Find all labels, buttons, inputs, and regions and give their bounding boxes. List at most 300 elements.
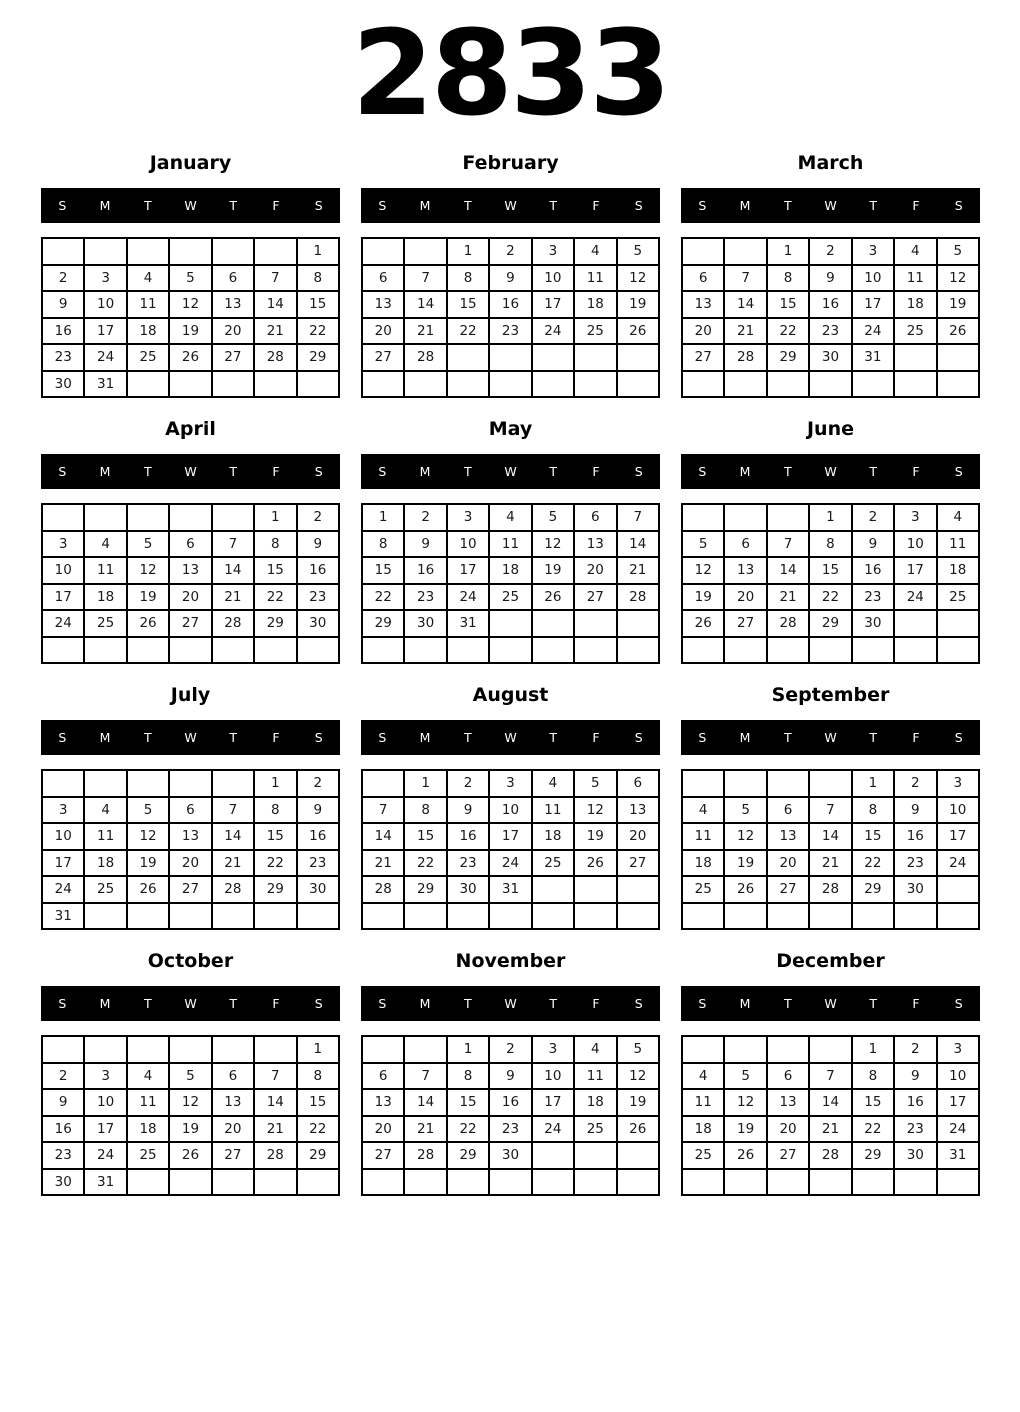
day-cell: 23 <box>809 318 851 345</box>
empty-day-cell <box>937 344 979 371</box>
week-row <box>682 318 979 345</box>
weekday-label: W <box>504 198 517 213</box>
month-block <box>361 950 660 1196</box>
empty-day-cell <box>489 610 531 637</box>
day-cell: 3 <box>532 1036 574 1063</box>
day-cell: 5 <box>617 238 659 265</box>
empty-day-cell <box>489 344 531 371</box>
empty-day-cell <box>127 371 169 398</box>
empty-day-cell <box>894 637 936 664</box>
weekday-label: T <box>463 198 472 213</box>
day-cell: 22 <box>254 584 296 611</box>
empty-day-cell <box>169 504 211 531</box>
empty-day-cell <box>937 903 979 930</box>
day-cell: 24 <box>852 318 894 345</box>
week-row <box>42 318 339 345</box>
week-row <box>682 557 979 584</box>
empty-day-cell <box>84 770 126 797</box>
empty-day-cell <box>617 1142 659 1169</box>
week-row <box>682 876 979 903</box>
month-days-table <box>41 769 340 930</box>
day-cell: 1 <box>297 1036 339 1063</box>
day-cell: 26 <box>532 584 574 611</box>
day-cell: 26 <box>127 876 169 903</box>
day-cell: 24 <box>489 850 531 877</box>
day-cell: 10 <box>489 797 531 824</box>
empty-day-cell <box>169 238 211 265</box>
weekday-label: S <box>698 996 707 1011</box>
empty-day-cell <box>489 371 531 398</box>
month-days-table <box>41 237 340 398</box>
day-cell: 19 <box>127 584 169 611</box>
day-cell: 24 <box>532 1116 574 1143</box>
empty-day-cell <box>767 504 809 531</box>
weekday-label: M <box>99 464 111 479</box>
day-cell: 25 <box>574 1116 616 1143</box>
day-cell: 1 <box>809 504 851 531</box>
day-cell: 8 <box>809 531 851 558</box>
day-cell: 30 <box>447 876 489 903</box>
empty-day-cell <box>254 1036 296 1063</box>
month-title: June <box>806 418 854 440</box>
day-cell: 14 <box>362 823 404 850</box>
day-cell: 4 <box>894 238 936 265</box>
empty-day-cell <box>617 344 659 371</box>
day-cell: 22 <box>254 850 296 877</box>
day-cell: 28 <box>617 584 659 611</box>
day-cell: 29 <box>852 1142 894 1169</box>
day-cell: 16 <box>42 1116 84 1143</box>
day-cell: 15 <box>254 557 296 584</box>
day-cell: 1 <box>447 238 489 265</box>
week-row <box>682 1089 979 1116</box>
month-block <box>681 152 980 398</box>
weekday-label: T <box>229 730 238 745</box>
month-title: May <box>488 418 533 440</box>
weekday-header-row <box>41 720 340 755</box>
day-cell: 7 <box>212 531 254 558</box>
day-cell: 25 <box>532 850 574 877</box>
day-cell: 27 <box>724 610 766 637</box>
day-cell: 17 <box>447 557 489 584</box>
day-cell: 20 <box>169 850 211 877</box>
day-cell: 24 <box>937 850 979 877</box>
day-cell: 5 <box>532 504 574 531</box>
day-cell: 2 <box>297 504 339 531</box>
week-row <box>42 344 339 371</box>
day-cell: 24 <box>937 1116 979 1143</box>
day-cell: 15 <box>447 1089 489 1116</box>
day-cell: 18 <box>682 1116 724 1143</box>
day-cell: 6 <box>212 265 254 292</box>
empty-day-cell <box>724 371 766 398</box>
day-cell: 8 <box>254 531 296 558</box>
weekday-label: T <box>143 464 152 479</box>
empty-day-cell <box>84 637 126 664</box>
day-cell: 4 <box>682 1063 724 1090</box>
day-cell: 6 <box>362 265 404 292</box>
day-cell: 22 <box>767 318 809 345</box>
month-days-table <box>361 769 660 930</box>
empty-day-cell <box>532 637 574 664</box>
day-cell: 14 <box>809 1089 851 1116</box>
day-cell: 24 <box>532 318 574 345</box>
day-cell: 3 <box>937 770 979 797</box>
weekday-label: W <box>824 464 837 479</box>
day-cell: 15 <box>297 1089 339 1116</box>
day-cell: 14 <box>809 823 851 850</box>
day-cell: 27 <box>767 1142 809 1169</box>
day-cell: 12 <box>724 823 766 850</box>
day-cell: 6 <box>617 770 659 797</box>
empty-day-cell <box>682 1036 724 1063</box>
day-cell: 27 <box>767 876 809 903</box>
day-cell: 26 <box>574 850 616 877</box>
week-row <box>682 371 979 398</box>
day-cell: 5 <box>574 770 616 797</box>
day-cell: 24 <box>84 344 126 371</box>
day-cell: 25 <box>682 1142 724 1169</box>
day-cell: 9 <box>894 1063 936 1090</box>
day-cell: 30 <box>42 1169 84 1196</box>
day-cell: 18 <box>574 291 616 318</box>
weekday-label: W <box>184 996 197 1011</box>
day-cell: 13 <box>169 823 211 850</box>
day-cell: 17 <box>852 291 894 318</box>
day-cell: 22 <box>447 1116 489 1143</box>
week-row <box>42 238 339 265</box>
day-cell: 11 <box>532 797 574 824</box>
empty-day-cell <box>362 770 404 797</box>
empty-day-cell <box>682 903 724 930</box>
day-cell: 11 <box>84 557 126 584</box>
month-block <box>361 418 660 664</box>
day-cell: 18 <box>84 850 126 877</box>
weekday-label: S <box>378 198 387 213</box>
weekday-label: T <box>463 996 472 1011</box>
day-cell: 2 <box>42 265 84 292</box>
empty-day-cell <box>532 903 574 930</box>
day-cell: 23 <box>894 1116 936 1143</box>
empty-day-cell <box>574 1169 616 1196</box>
day-cell: 21 <box>404 318 446 345</box>
day-cell: 13 <box>169 557 211 584</box>
empty-day-cell <box>489 1169 531 1196</box>
month-title: December <box>776 950 885 972</box>
empty-day-cell <box>212 770 254 797</box>
weekday-label: M <box>419 996 431 1011</box>
week-row <box>362 1142 659 1169</box>
day-cell: 7 <box>212 797 254 824</box>
day-cell: 27 <box>212 1142 254 1169</box>
day-cell: 4 <box>937 504 979 531</box>
day-cell: 13 <box>682 291 724 318</box>
day-cell: 31 <box>852 344 894 371</box>
week-row <box>362 557 659 584</box>
empty-day-cell <box>42 770 84 797</box>
day-cell: 1 <box>852 1036 894 1063</box>
day-cell: 22 <box>852 850 894 877</box>
day-cell: 7 <box>809 1063 851 1090</box>
day-cell: 11 <box>894 265 936 292</box>
empty-day-cell <box>127 1169 169 1196</box>
weekday-label: M <box>739 464 751 479</box>
day-cell: 8 <box>447 1063 489 1090</box>
month-days-table <box>681 503 980 664</box>
day-cell: 9 <box>489 1063 531 1090</box>
weekday-header-row <box>41 986 340 1021</box>
empty-day-cell <box>574 1142 616 1169</box>
weekday-label: M <box>419 198 431 213</box>
empty-day-cell <box>724 637 766 664</box>
empty-day-cell <box>574 903 616 930</box>
empty-day-cell <box>297 1169 339 1196</box>
week-row <box>362 797 659 824</box>
day-cell: 9 <box>489 265 531 292</box>
weekday-header-row <box>41 454 340 489</box>
day-cell: 26 <box>127 610 169 637</box>
day-cell: 16 <box>852 557 894 584</box>
day-cell: 8 <box>852 1063 894 1090</box>
empty-day-cell <box>532 876 574 903</box>
day-cell: 7 <box>362 797 404 824</box>
empty-day-cell <box>362 238 404 265</box>
day-cell: 20 <box>767 850 809 877</box>
weekday-label: W <box>184 464 197 479</box>
week-row <box>682 903 979 930</box>
day-cell: 23 <box>42 344 84 371</box>
day-cell: 11 <box>84 823 126 850</box>
day-cell: 27 <box>212 344 254 371</box>
day-cell: 8 <box>362 531 404 558</box>
empty-day-cell <box>127 1036 169 1063</box>
day-cell: 1 <box>362 504 404 531</box>
day-cell: 28 <box>404 344 446 371</box>
day-cell: 5 <box>169 265 211 292</box>
day-cell: 13 <box>724 557 766 584</box>
day-cell: 29 <box>767 344 809 371</box>
day-cell: 31 <box>84 1169 126 1196</box>
day-cell: 6 <box>767 797 809 824</box>
week-row <box>682 265 979 292</box>
empty-day-cell <box>404 637 446 664</box>
weekday-header-row <box>681 720 980 755</box>
day-cell: 30 <box>42 371 84 398</box>
day-cell: 14 <box>254 291 296 318</box>
weekday-label: S <box>378 464 387 479</box>
day-cell: 17 <box>42 850 84 877</box>
empty-day-cell <box>127 770 169 797</box>
empty-day-cell <box>489 903 531 930</box>
day-cell: 29 <box>809 610 851 637</box>
day-cell: 11 <box>127 1089 169 1116</box>
empty-day-cell <box>532 371 574 398</box>
empty-day-cell <box>297 637 339 664</box>
day-cell: 26 <box>682 610 724 637</box>
week-row <box>682 797 979 824</box>
month-days-table <box>681 769 980 930</box>
empty-day-cell <box>362 903 404 930</box>
day-cell: 24 <box>447 584 489 611</box>
day-cell: 7 <box>767 531 809 558</box>
day-cell: 25 <box>574 318 616 345</box>
week-row <box>362 1089 659 1116</box>
day-cell: 16 <box>894 1089 936 1116</box>
month-title: November <box>455 950 566 972</box>
day-cell: 12 <box>682 557 724 584</box>
day-cell: 4 <box>84 797 126 824</box>
day-cell: 23 <box>489 1116 531 1143</box>
empty-day-cell <box>767 770 809 797</box>
weekday-label: S <box>954 730 963 745</box>
day-cell: 18 <box>489 557 531 584</box>
day-cell: 3 <box>84 1063 126 1090</box>
day-cell: 17 <box>894 557 936 584</box>
empty-day-cell <box>809 371 851 398</box>
day-cell: 15 <box>852 823 894 850</box>
day-cell: 19 <box>682 584 724 611</box>
month-days-table <box>41 503 340 664</box>
weekday-label: T <box>783 198 792 213</box>
empty-day-cell <box>84 504 126 531</box>
month-days-table <box>361 503 660 664</box>
day-cell: 17 <box>489 823 531 850</box>
day-cell: 30 <box>894 1142 936 1169</box>
empty-day-cell <box>42 504 84 531</box>
empty-day-cell <box>724 1036 766 1063</box>
empty-day-cell <box>937 371 979 398</box>
empty-day-cell <box>617 903 659 930</box>
weekday-label: T <box>463 464 472 479</box>
month-block <box>361 684 660 930</box>
empty-day-cell <box>447 903 489 930</box>
day-cell: 3 <box>852 238 894 265</box>
day-cell: 10 <box>42 823 84 850</box>
month-days-table <box>41 1035 340 1196</box>
day-cell: 3 <box>489 770 531 797</box>
day-cell: 31 <box>447 610 489 637</box>
day-cell: 17 <box>42 584 84 611</box>
day-cell: 13 <box>574 531 616 558</box>
week-row <box>42 770 339 797</box>
empty-day-cell <box>169 770 211 797</box>
day-cell: 7 <box>404 1063 446 1090</box>
day-cell: 25 <box>84 610 126 637</box>
day-cell: 3 <box>42 797 84 824</box>
day-cell: 13 <box>362 1089 404 1116</box>
day-cell: 22 <box>297 318 339 345</box>
empty-day-cell <box>682 1169 724 1196</box>
day-cell: 9 <box>809 265 851 292</box>
month-title: July <box>170 684 211 706</box>
empty-day-cell <box>574 371 616 398</box>
empty-day-cell <box>362 1169 404 1196</box>
week-row <box>42 876 339 903</box>
day-cell: 10 <box>532 1063 574 1090</box>
empty-day-cell <box>682 371 724 398</box>
empty-day-cell <box>212 371 254 398</box>
day-cell: 17 <box>84 318 126 345</box>
empty-day-cell <box>404 903 446 930</box>
empty-day-cell <box>809 1169 851 1196</box>
weekday-header-row <box>361 454 660 489</box>
week-row <box>42 1089 339 1116</box>
day-cell: 31 <box>489 876 531 903</box>
day-cell: 27 <box>617 850 659 877</box>
weekday-label: S <box>378 730 387 745</box>
day-cell: 9 <box>852 531 894 558</box>
day-cell: 5 <box>169 1063 211 1090</box>
day-cell: 21 <box>254 318 296 345</box>
week-row <box>42 504 339 531</box>
month-days-table <box>681 1035 980 1196</box>
empty-day-cell <box>767 1036 809 1063</box>
day-cell: 16 <box>297 557 339 584</box>
day-cell: 21 <box>254 1116 296 1143</box>
year-title: 2833 <box>351 4 669 142</box>
empty-day-cell <box>404 1036 446 1063</box>
day-cell: 25 <box>894 318 936 345</box>
day-cell: 11 <box>489 531 531 558</box>
day-cell: 14 <box>767 557 809 584</box>
weekday-label: T <box>229 464 238 479</box>
day-cell: 12 <box>617 265 659 292</box>
weekday-header-row <box>361 188 660 223</box>
day-cell: 20 <box>617 823 659 850</box>
week-row <box>42 531 339 558</box>
day-cell: 15 <box>297 291 339 318</box>
empty-day-cell <box>724 1169 766 1196</box>
empty-day-cell <box>169 1036 211 1063</box>
empty-day-cell <box>852 637 894 664</box>
week-row <box>42 1142 339 1169</box>
empty-day-cell <box>617 876 659 903</box>
day-cell: 12 <box>617 1063 659 1090</box>
empty-day-cell <box>532 610 574 637</box>
day-cell: 15 <box>809 557 851 584</box>
day-cell: 4 <box>574 238 616 265</box>
day-cell: 22 <box>447 318 489 345</box>
day-cell: 7 <box>254 265 296 292</box>
day-cell: 10 <box>447 531 489 558</box>
day-cell: 21 <box>362 850 404 877</box>
day-cell: 10 <box>852 265 894 292</box>
empty-day-cell <box>532 344 574 371</box>
day-cell: 29 <box>297 344 339 371</box>
empty-day-cell <box>724 770 766 797</box>
day-cell: 3 <box>84 265 126 292</box>
week-row <box>362 1169 659 1196</box>
month-title: September <box>771 684 890 706</box>
weekday-header-row <box>41 188 340 223</box>
day-cell: 10 <box>894 531 936 558</box>
day-cell: 27 <box>362 344 404 371</box>
day-cell: 16 <box>404 557 446 584</box>
week-row <box>362 318 659 345</box>
day-cell: 3 <box>894 504 936 531</box>
empty-day-cell <box>212 637 254 664</box>
weekday-label: W <box>824 996 837 1011</box>
empty-day-cell <box>404 371 446 398</box>
day-cell: 8 <box>447 265 489 292</box>
weekday-label: S <box>698 464 707 479</box>
day-cell: 31 <box>84 371 126 398</box>
day-cell: 2 <box>42 1063 84 1090</box>
empty-day-cell <box>42 238 84 265</box>
empty-day-cell <box>574 344 616 371</box>
weekday-label: F <box>592 198 600 213</box>
empty-day-cell <box>682 770 724 797</box>
